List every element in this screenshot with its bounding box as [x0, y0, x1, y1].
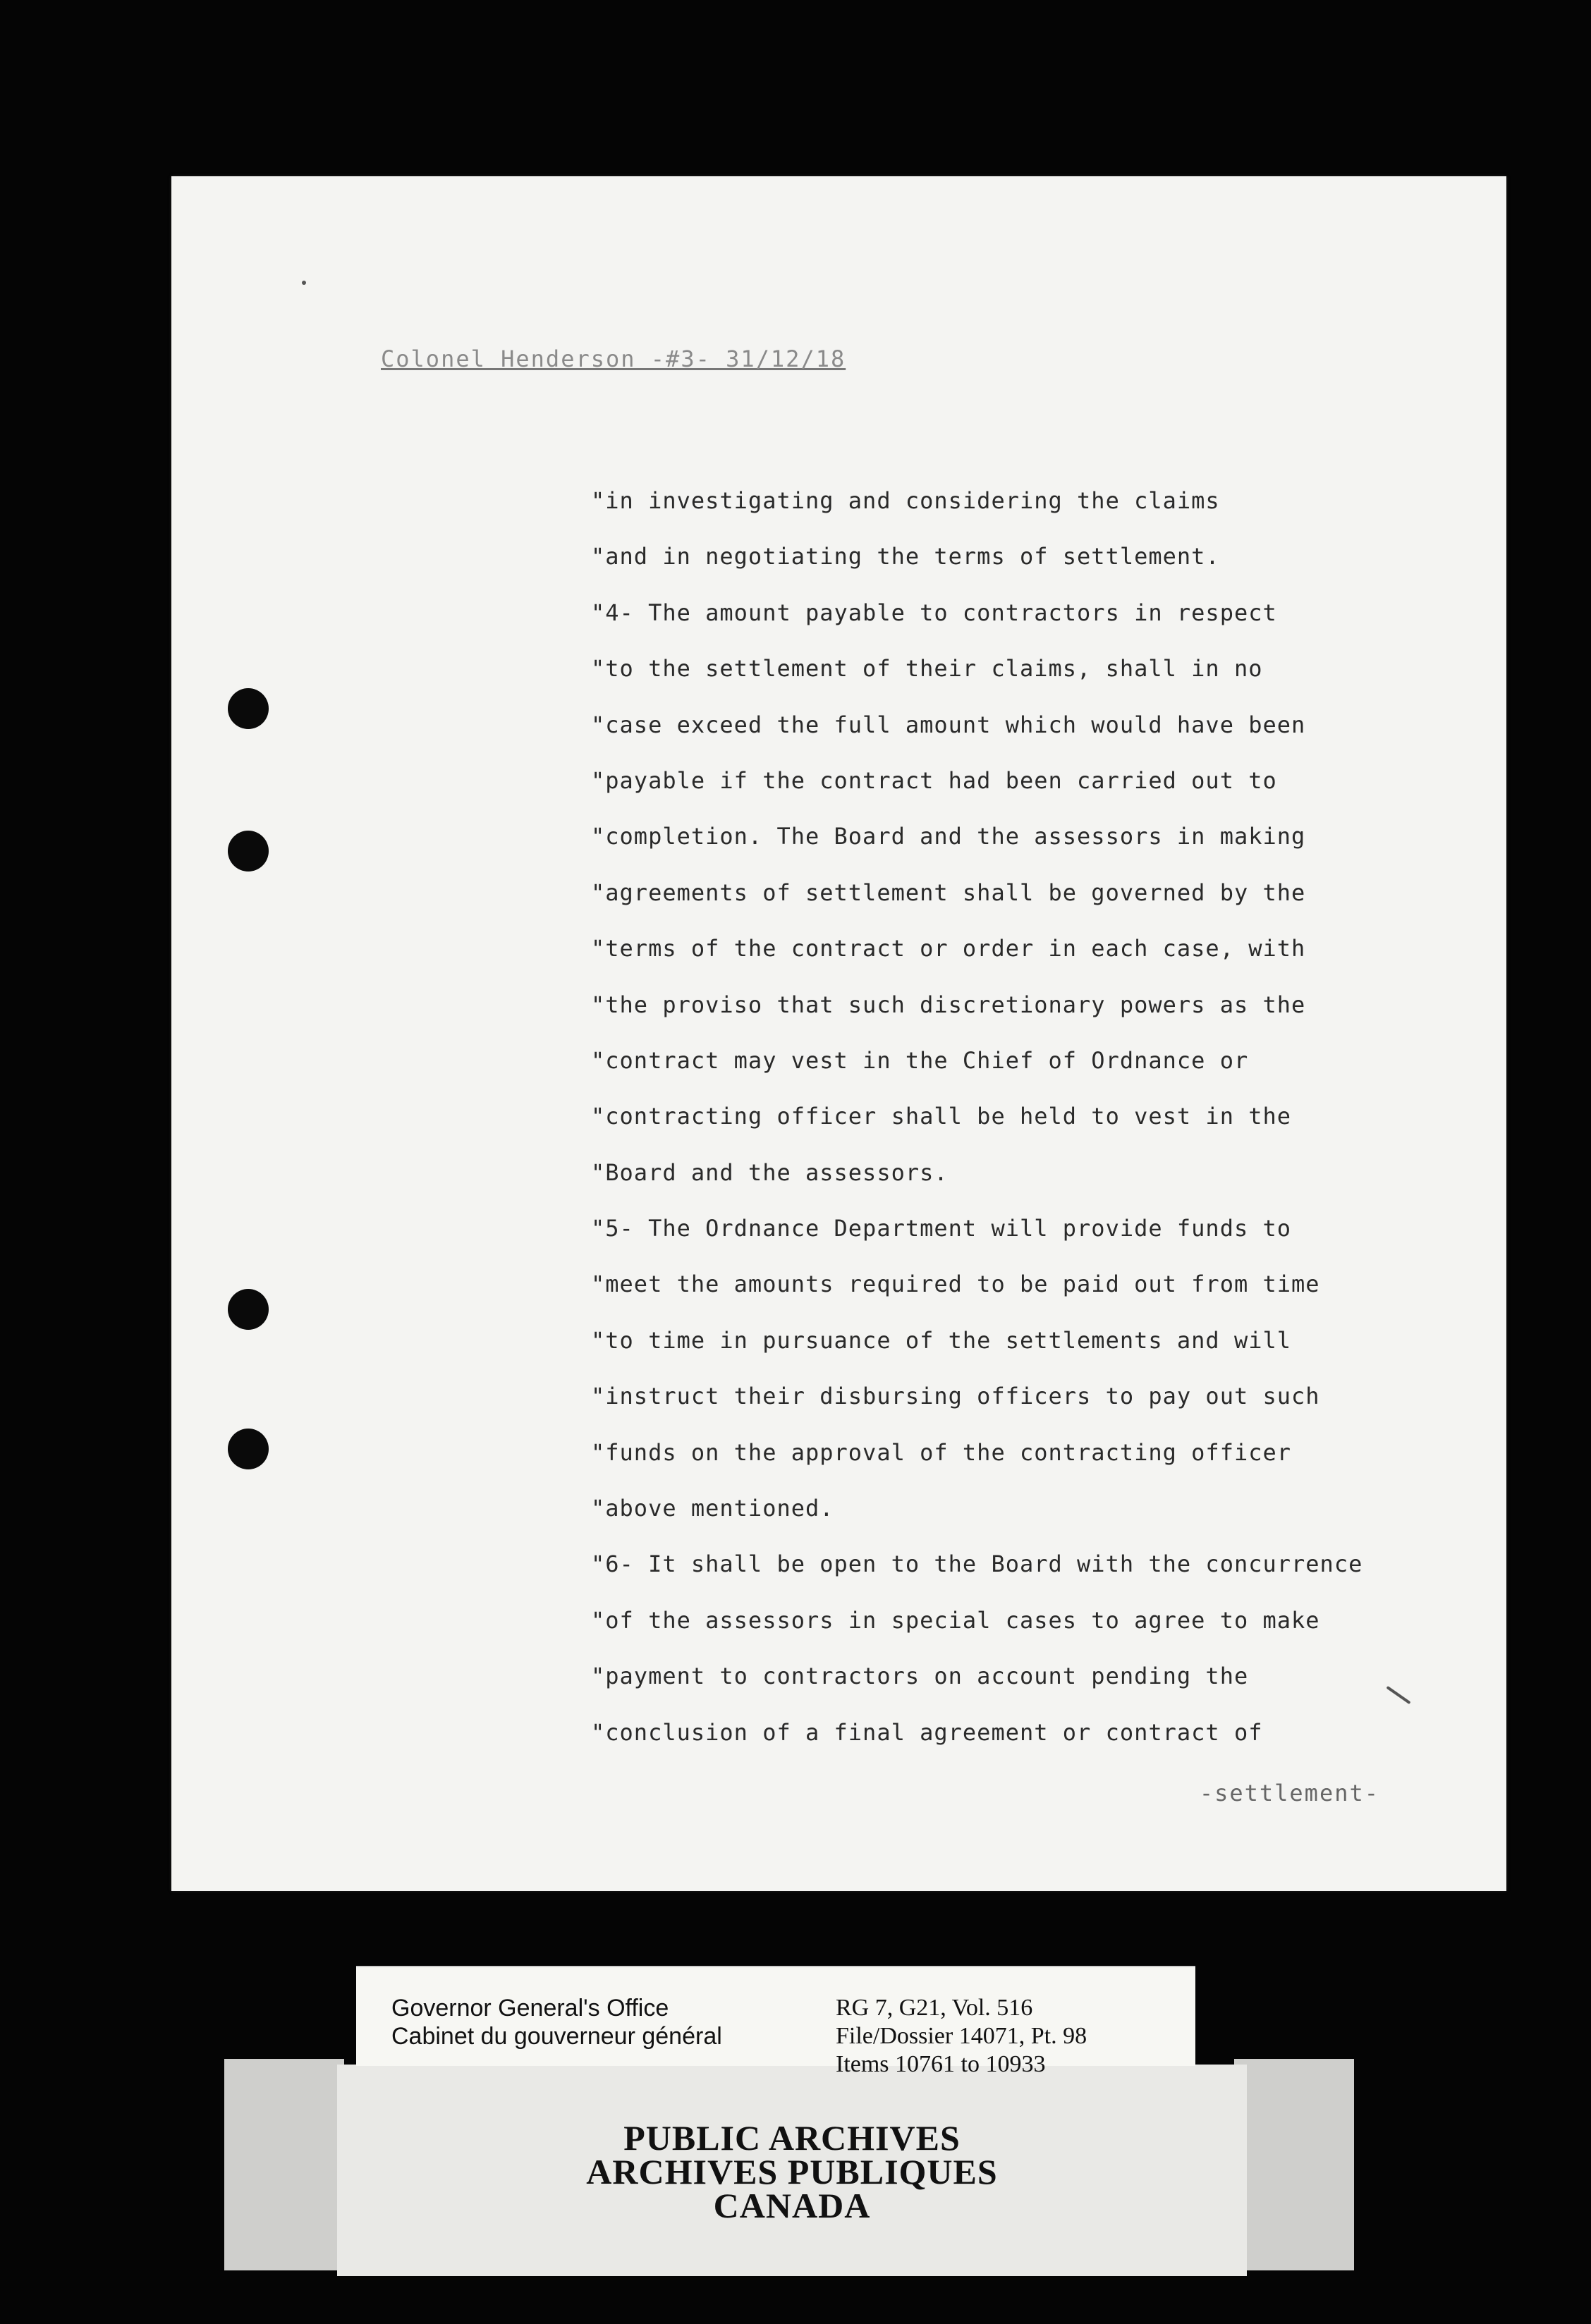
item-range: Items 10761 to 10933 [836, 2051, 1046, 2077]
text-line: "completion. The Board and the assessors in making [591, 823, 1306, 850]
text-line: "to the settlement of their claims, shall in no [591, 655, 1263, 683]
dust-speck [302, 281, 306, 285]
punch-hole [228, 688, 269, 729]
text-line: "contract may vest in the Chief of Ordnance or [591, 1046, 1249, 1074]
text-line: "meet the amounts required to be paid out from time [591, 1271, 1320, 1298]
text-line: "agreements of settlement shall be governed by the [591, 879, 1306, 906]
text-line: "payment to contractors on account pending the [591, 1663, 1249, 1690]
text-line: "above mentioned. [591, 1495, 834, 1522]
file-number: File/Dossier 14071, Pt. 98 [836, 2023, 1087, 2049]
office-fr: Cabinet du gouverneur général [391, 2023, 722, 2050]
text-line: "funds on the approval of the contracting officer [591, 1438, 1292, 1466]
punch-hole [228, 831, 269, 872]
text-line: "of the assessors in special cases to agree to make [591, 1606, 1320, 1634]
reference-number: RG 7, G21, Vol. 516 [836, 1995, 1033, 2021]
page-header: Colonel Henderson -#3- 31/12/18 [381, 345, 846, 372]
text-line: "payable if the contract had been carried out to [591, 766, 1277, 794]
text-line: "instruct their disbursing officers to pay out such [591, 1383, 1320, 1410]
punch-hole [228, 1289, 269, 1330]
label-office [391, 1994, 722, 2050]
film-tab-right [1234, 2059, 1354, 2270]
text-line: "Board and the assessors. [591, 1158, 949, 1186]
text-line: "the proviso that such discretionary powers as the [591, 991, 1306, 1018]
text-line: "6- It shall be open to the Board with the concurrence [591, 1551, 1363, 1578]
label-reference [836, 1994, 1087, 2079]
catchword: -settlement- [1199, 1780, 1379, 1806]
office-en: Governor General's Office [391, 1995, 669, 2022]
text-line: "and in negotiating the terms of settlement. [591, 543, 1220, 570]
text-line: "4- The amount payable to contractors in respect [591, 599, 1277, 626]
text-line: "in investigating and considering the claims [591, 487, 1220, 514]
archive-label [356, 1966, 1195, 2077]
typed-body [591, 487, 1363, 1774]
text-line: "contracting officer shall be held to vest in the [591, 1103, 1292, 1130]
stamp-line: PUBLIC ARCHIVES [623, 2118, 961, 2158]
dust-speck [1386, 1686, 1410, 1704]
stamp-line: CANADA [713, 2186, 871, 2225]
text-line: "conclusion of a final agreement or contract of [591, 1718, 1263, 1746]
stamp-text [337, 2118, 1247, 2225]
archive-stamp [337, 2065, 1247, 2276]
stamp-line: ARCHIVES PUBLIQUES [586, 2152, 998, 2191]
text-line: "to time in pursuance of the settlements and will [591, 1326, 1292, 1354]
text-line: "case exceed the full amount which would have been [591, 711, 1306, 738]
text-line: "5- The Ordnance Department will provide funds to [591, 1215, 1292, 1242]
punch-hole [228, 1429, 269, 1469]
text-line: "terms of the contract or order in each case, with [591, 935, 1306, 962]
film-tab-left [224, 2059, 344, 2270]
